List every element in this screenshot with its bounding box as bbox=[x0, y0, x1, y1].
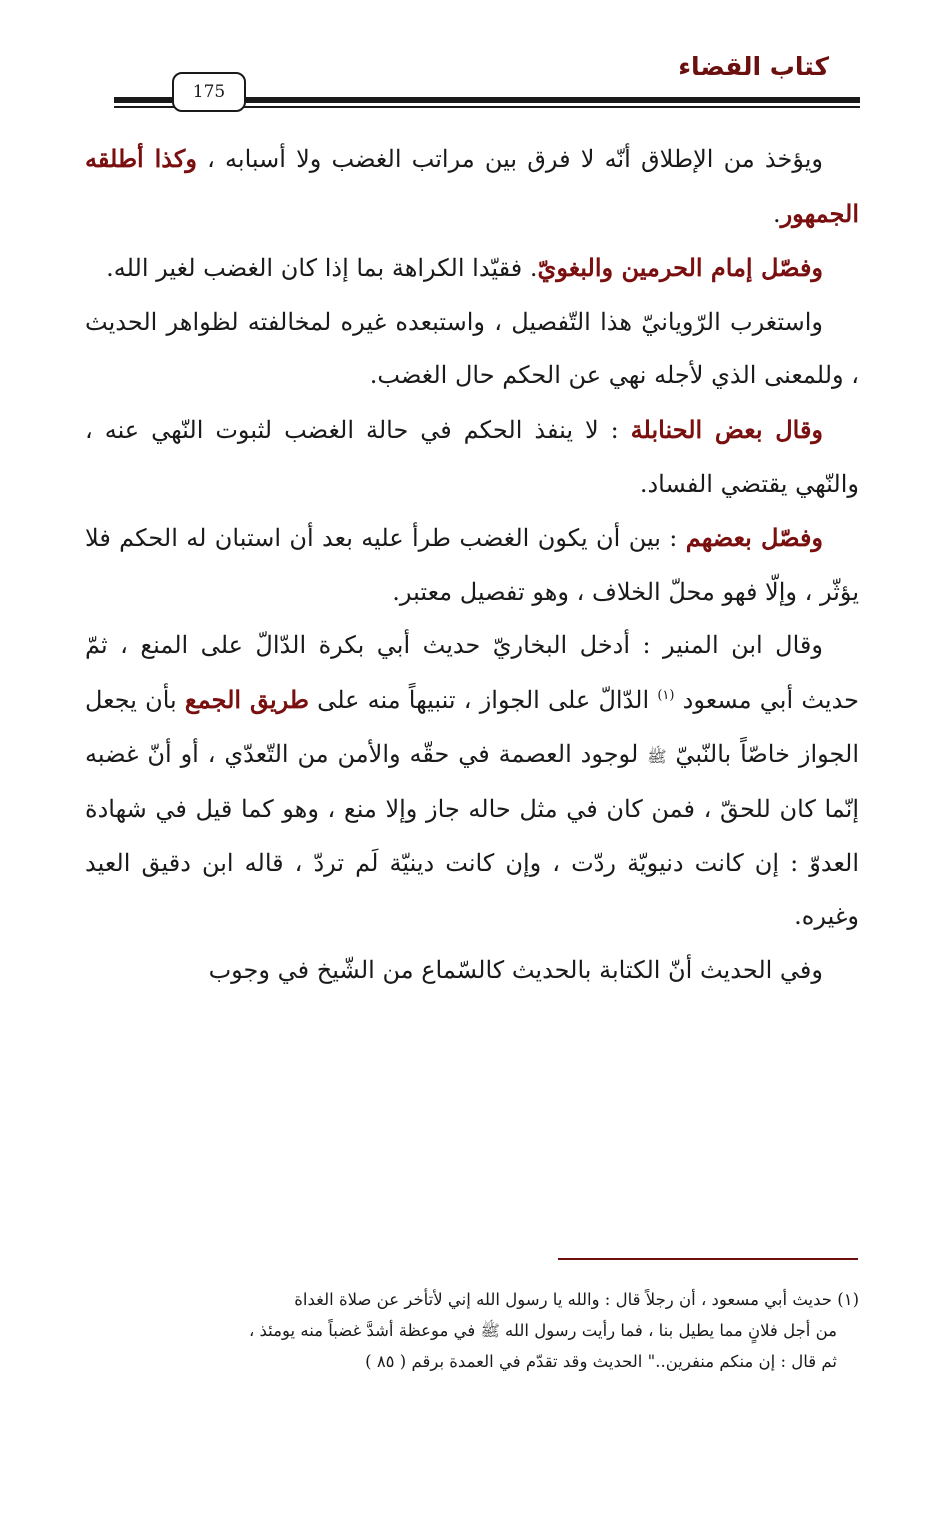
footnote-line-1 bbox=[85, 1284, 859, 1315]
paragraph-7 bbox=[85, 944, 859, 998]
highlighted-text: وفصّل بعضهم bbox=[685, 523, 824, 553]
page-number: 175 bbox=[172, 72, 246, 112]
text-run: الدّالّ على الجواز ، تنبيهاً منه على bbox=[309, 685, 658, 714]
text-run: : لا ينفذ الحكم في حالة الغضب لثبوت النّهي عنه ، والنّهي يقتضي الفساد. bbox=[85, 415, 859, 498]
salawat-ligature: ﷺ bbox=[647, 746, 667, 766]
footnote-number: (١) bbox=[837, 1290, 859, 1309]
text-run: ثم قال : إن منكم منفرين.." الحديث وقد تقدّم في العمدة برقم ( ٨٥ ) bbox=[365, 1352, 837, 1371]
text-run: وفي الحديث أنّ الكتابة بالحديث كالسّماع من الشّيخ في وجوب bbox=[208, 955, 823, 984]
paragraph-1 bbox=[85, 132, 859, 241]
text-run: واستغرب الرّويانيّ هذا التّفصيل ، واستبعده غيره لمخالفته لظواهر الحديث ، وللمعنى الذي لأجله نهي عن الحكم حال الغضب. bbox=[85, 307, 859, 390]
book-title: كتاب القضاء bbox=[678, 52, 829, 81]
salawat-ligature: ﷺ bbox=[480, 1321, 500, 1340]
main-text bbox=[85, 132, 859, 998]
footnote-separator bbox=[558, 1258, 858, 1260]
text-run: من أجل فلانٍ مما يطيل بنا ، فما رأيت رسول الله bbox=[499, 1321, 837, 1340]
text-run: . bbox=[772, 199, 781, 228]
text-run: في موعظة أشدَّ غضباً منه يومئذ ، bbox=[248, 1321, 481, 1340]
highlighted-text: وكذا أطلقه الجمهور bbox=[85, 144, 859, 228]
footnote bbox=[85, 1284, 859, 1377]
footnote-line-2 bbox=[85, 1315, 859, 1346]
text-run: حديث أبي مسعود ، أن رجلاً قال : والله يا رسول الله إني لأتأخر عن صلاة الغداة bbox=[294, 1290, 838, 1309]
text-run: ويؤخذ من الإطلاق أنّه لا فرق بين مراتب الغضب ولا أسبابه ، bbox=[196, 145, 824, 173]
text-run: : بين أن يكون الغضب طرأ عليه بعد أن استبان له الحكم فلا يؤثّر ، وإلّا فهو محلّ الخلاف ، وهو تفصيل معتبر. bbox=[85, 524, 859, 606]
highlighted-text: وقال بعض الحنابلة bbox=[630, 414, 824, 444]
footnote-reference[interactable]: (١) bbox=[657, 687, 675, 703]
paragraph-3 bbox=[85, 296, 859, 403]
paragraph-2 bbox=[85, 241, 859, 296]
paragraph-5 bbox=[85, 511, 859, 619]
footnote-line-3 bbox=[85, 1346, 859, 1377]
text-run: بأن يجعل الجواز خاصّاً بالنّبيّ bbox=[85, 685, 859, 768]
text-run: وقال ابن المنير : أدخل البخاريّ حديث أبي بكرة الدّالّ على المنع ، ثمّ حديث أبي مسعود bbox=[85, 631, 860, 714]
text-run: لوجود العصمة في حقّه والأمن من التّعدّي ، أو أنّ غضبه إنّما كان للحقّ ، فمن كان في مثل حاله جاز وإلا منع ، وهو كما قيل في شهادة العدوّ : إن كانت دنيويّة ردّت ، وإن كانت دينيّة لَم تردّ ، قاله ابن دقيق العيد وغيره. bbox=[85, 739, 859, 931]
highlighted-text: طريق الجمع bbox=[184, 684, 309, 714]
text-run: . فقيّدا الكراهة بما إذا كان الغضب لغير الله. bbox=[106, 254, 538, 283]
highlighted-text: وفصّل إمام الحرمين والبغويّ bbox=[537, 253, 823, 283]
paragraph-6 bbox=[85, 619, 859, 944]
paragraph-4 bbox=[85, 403, 859, 511]
